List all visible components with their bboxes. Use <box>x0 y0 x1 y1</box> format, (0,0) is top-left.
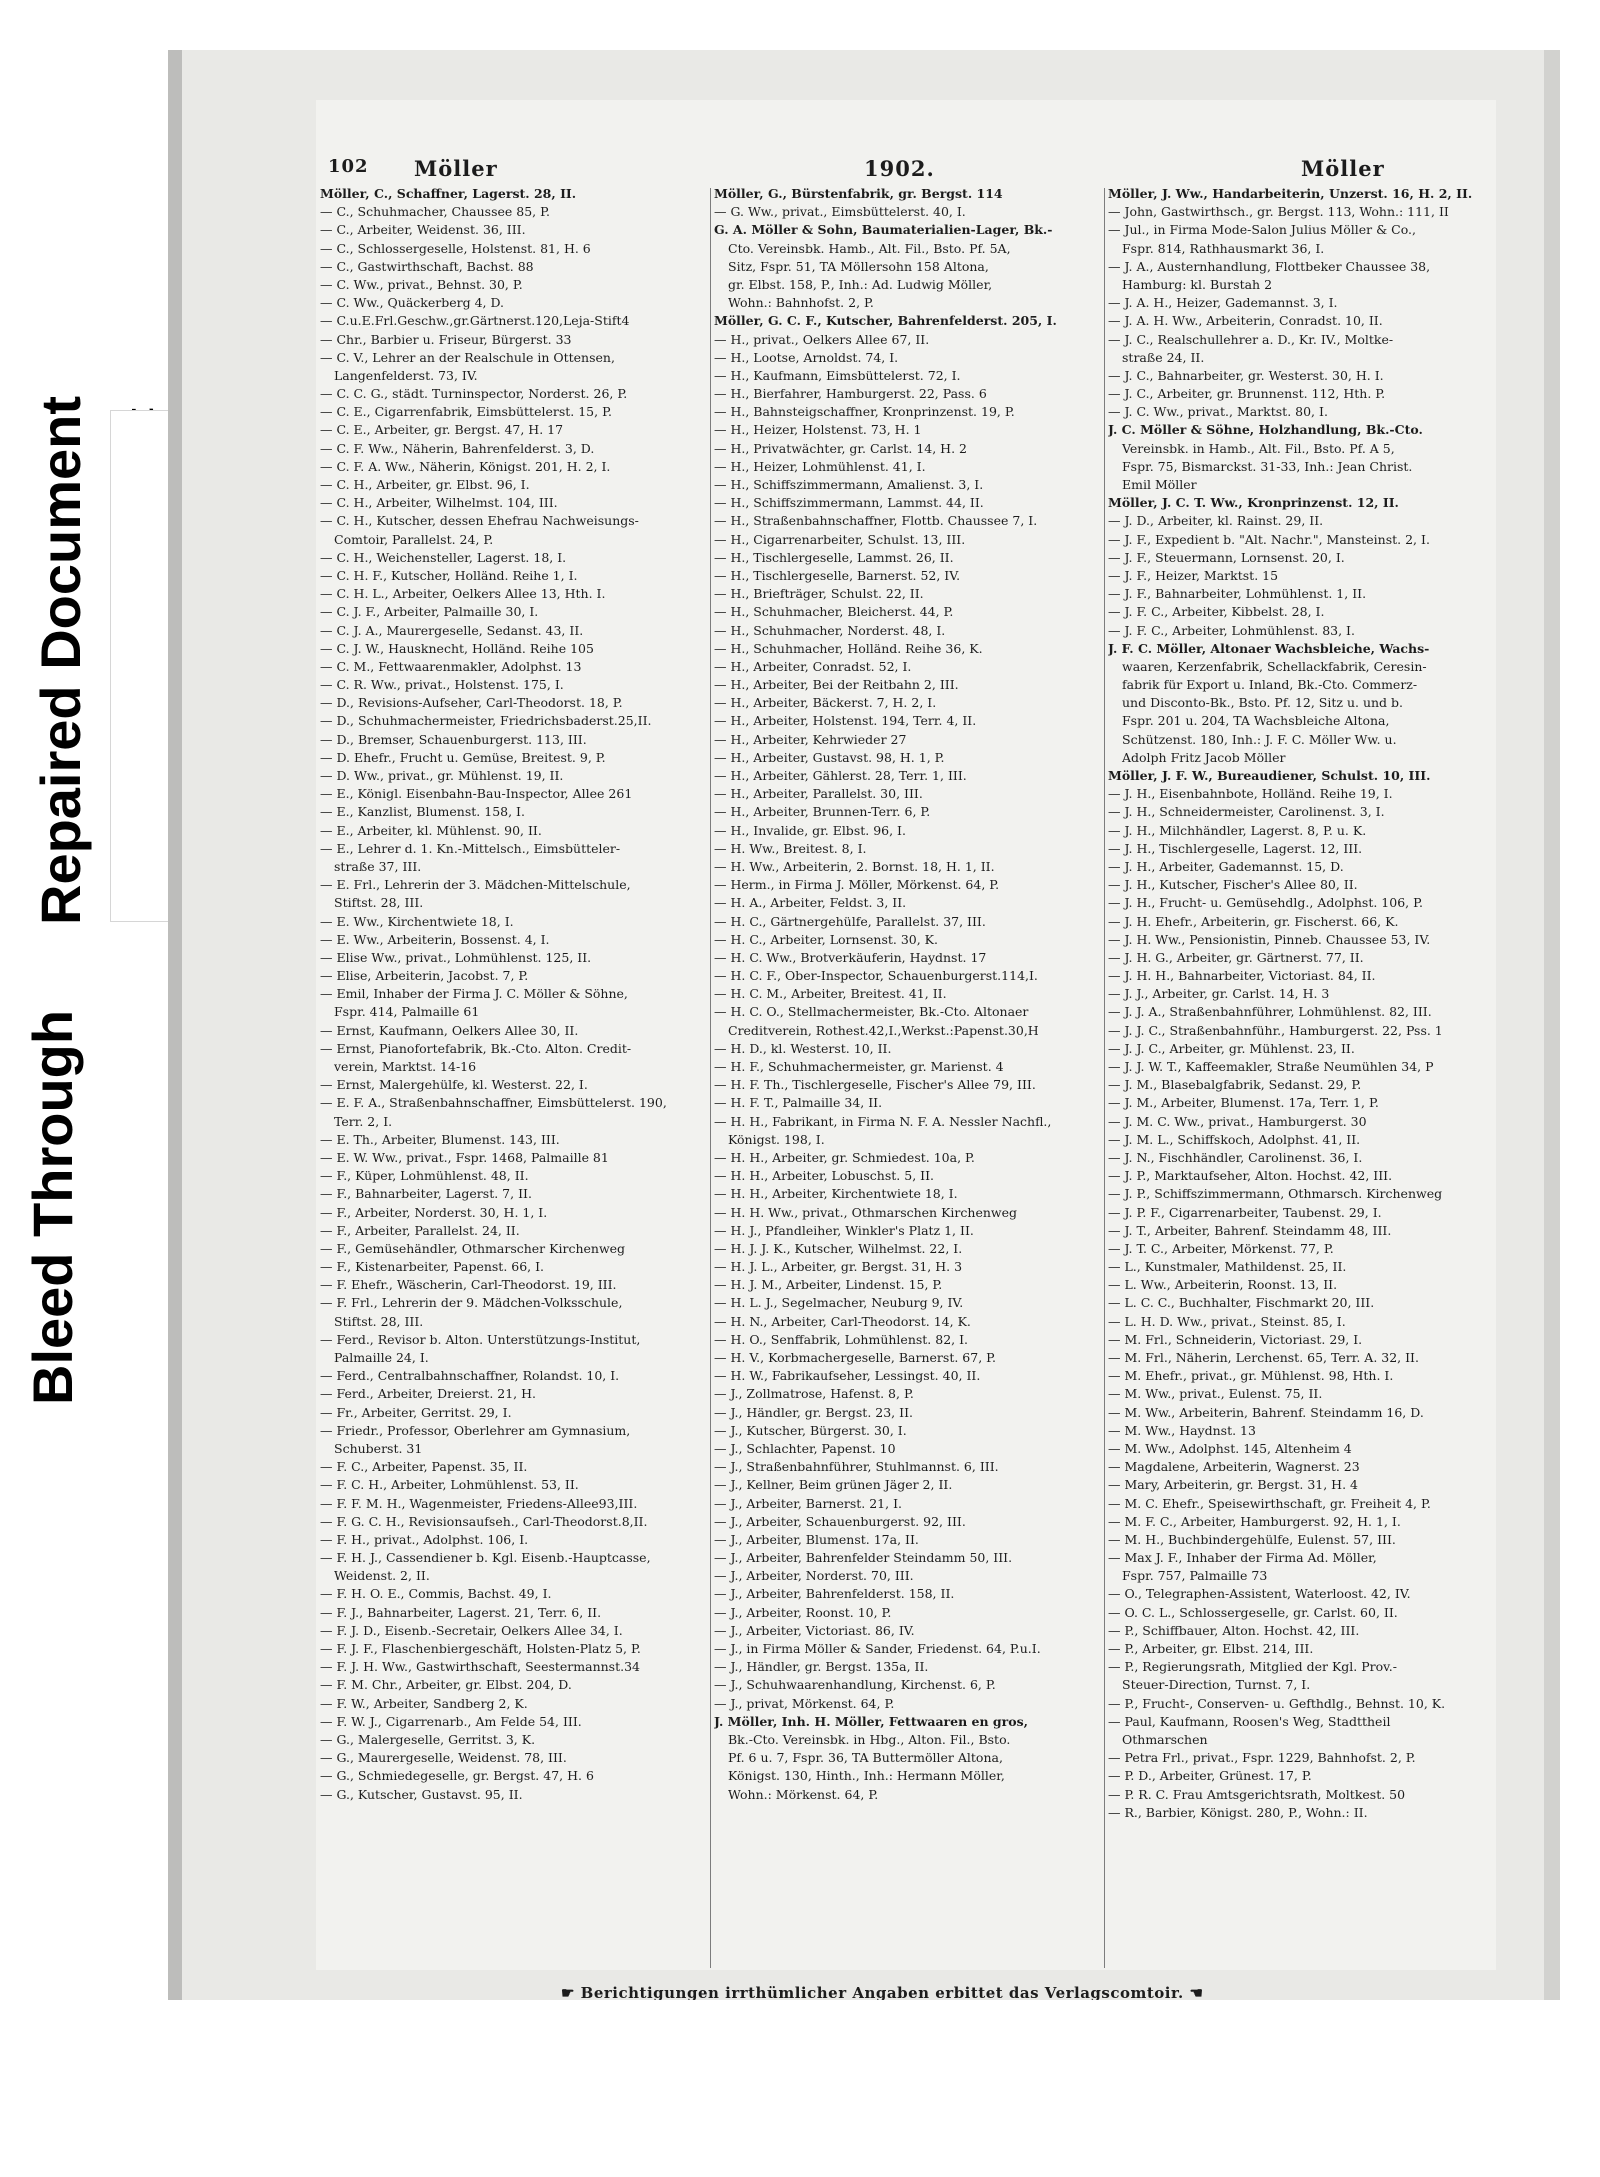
directory-entry: — F. M. Chr., Arbeiter, gr. Elbst. 204, D. <box>320 1677 572 1693</box>
directory-entry: — J. H. G., Arbeiter, gr. Gärtnerst. 77, II. <box>1108 949 1364 965</box>
directory-entry: — H. V., Korbmachergeselle, Barnerst. 67, P. <box>714 1350 996 1365</box>
directory-entry: — J. H., Milchhändler, Lagerst. 8, P. u. K. <box>1108 822 1367 838</box>
directory-entry: — E., Lehrer d. 1. Kn.-Mittelsch., Eimsbütteler- <box>320 840 621 856</box>
directory-entry: — P., Schiffbauer, Alton. Hochst. 42, III. <box>1108 1622 1360 1638</box>
directory-entry: — J. H. Ww., Pensionistin, Pinneb. Chaussee 53, IV. <box>1108 931 1431 947</box>
directory-entry: — C., Gastwirthschaft, Bachst. 88 <box>320 258 534 274</box>
directory-entry: — L. Ww., Arbeiterin, Roonst. 13, II. <box>1108 1277 1338 1293</box>
directory-entry: — F. Ehefr., Wäscherin, Carl-Theodorst. 19, III. <box>320 1277 617 1293</box>
directory-entry: — J., Arbeiter, Schauenburgerst. 92, III. <box>714 1513 966 1529</box>
directory-entry: — Ernst, Kaufmann, Oelkers Allee 30, II. <box>320 1022 579 1038</box>
directory-entry: — G., Kutscher, Gustavst. 95, II. <box>320 1786 523 1802</box>
directory-entry: — J. H. H., Bahnarbeiter, Victoriast. 84, II. <box>1108 968 1376 984</box>
bleed-through-label: Bleed Through <box>21 1009 84 1405</box>
directory-entry: — Ernst, Pianofortefabrik, Bk.-Cto. Alton. Credit- <box>320 1040 632 1056</box>
directory-entry: Wohn.: Mörkenst. 64, P. <box>728 1786 879 1802</box>
directory-entry: — F., Gemüsehändler, Othmarscher Kirchenweg <box>320 1240 626 1256</box>
directory-entry: — O., Telegraphen-Assistent, Waterloost. 42, IV. <box>1108 1586 1411 1602</box>
directory-entry: — H., Straßenbahnschaffner, Flottb. Chaussee 7, I. <box>714 513 1038 529</box>
directory-entry: — H. J. L., Arbeiter, gr. Bergst. 31, H. 3 <box>714 1259 963 1275</box>
directory-entry: — E., Arbeiter, kl. Mühlenst. 90, II. <box>320 822 542 838</box>
directory-entry: — Jul., in Firma Mode-Salon Julius Möller & Co., <box>1108 222 1416 238</box>
directory-entry: — J., Arbeiter, Bahrenfelderst. 158, II. <box>714 1586 955 1602</box>
directory-entry: — M. Ehefr., privat., gr. Mühlenst. 98, Hth. I. <box>1108 1368 1394 1384</box>
directory-entry: — G., Malergeselle, Gerritst. 3, K. <box>320 1731 536 1747</box>
directory-entry: — J. H., Kutscher, Fischer's Allee 80, II. <box>1108 877 1358 893</box>
directory-entry: Weidenst. 2, II. <box>334 1568 430 1584</box>
directory-entry: Schützenst. 180, Inh.: J. F. C. Möller Ww. u. <box>1122 731 1397 747</box>
directory-entry: — J., Kellner, Beim grünen Jäger 2, II. <box>714 1477 953 1493</box>
directory-entry: Pf. 6 u. 7, Fspr. 36, TA Buttermöller Altona, <box>728 1750 1003 1766</box>
header-year: 1902. <box>864 156 935 181</box>
directory-entry: — J. F. C., Arbeiter, Lohmühlenst. 83, I. <box>1108 622 1355 638</box>
directory-entry: — C. Ww., privat., Behnst. 30, P. <box>320 276 523 292</box>
directory-entry: — H., Bahnsteigschaffner, Kronprinzenst. 19, P. <box>714 404 1015 420</box>
directory-entry: — H., Heizer, Lohmühlenst. 41, I. <box>714 458 926 474</box>
directory-entry: — H. F. T., Palmaille 34, II. <box>714 1095 883 1111</box>
directory-entry: — J. H., Arbeiter, Gademannst. 15, D. <box>1108 858 1344 874</box>
directory-entry: — F., Bahnarbeiter, Lagerst. 7, II. <box>320 1186 532 1202</box>
directory-entry: — Herm., in Firma J. Möller, Mörkenst. 64, P. <box>714 877 1000 893</box>
directory-entry: — H. F., Schuhmachermeister, gr. Marienst. 4 <box>714 1059 1004 1074</box>
directory-entry: — F. C., Arbeiter, Papenst. 35, II. <box>320 1459 528 1475</box>
directory-entry: — C. F. A. Ww., Näherin, Königst. 201, H. 2, I. <box>320 458 611 474</box>
directory-entry: — E. Th., Arbeiter, Blumenst. 143, III. <box>320 1131 560 1147</box>
directory-entry: — M. Frl., Näherin, Lerchenst. 65, Terr. A. 32, II. <box>1108 1350 1419 1365</box>
directory-entry: — H. J., Pfandleiher, Winkler's Platz 1, II. <box>714 1222 974 1238</box>
directory-entry: — M. C. Ehefr., Speisewirthschaft, gr. Freiheit 4, P. <box>1108 1495 1431 1511</box>
directory-entry: — H., Schiffszimmermann, Lammst. 44, II. <box>714 495 984 511</box>
directory-entry: — M. Ww., Haydnst. 13 <box>1108 1422 1256 1438</box>
directory-entry: — C. H., Kutscher, dessen Ehefrau Nachweisungs- <box>320 513 639 529</box>
directory-entry: und Disconto-Bk., Bsto. Pf. 12, Sitz u. und b. <box>1122 695 1403 711</box>
directory-entry: — J., Schuhwaarenhandlung, Kirchenst. 6, P. <box>714 1677 996 1693</box>
directory-entry: J. Möller, Inh. H. Möller, Fettwaaren en gros, <box>714 1713 1028 1729</box>
directory-entry: — J. H. Ehefr., Arbeiterin, gr. Fischerst. 66, K. <box>1108 913 1399 929</box>
directory-entry: Comtoir, Parallelst. 24, P. <box>334 531 494 547</box>
directory-entry: — F. F. M. H., Wagenmeister, Friedens-Allee93,III. <box>320 1495 638 1511</box>
directory-entry: — J., Händler, gr. Bergst. 135a, II. <box>714 1659 929 1675</box>
directory-entry: — H., Arbeiter, Holstenst. 194, Terr. 4, II. <box>714 713 977 729</box>
directory-entry: — H., Arbeiter, Gählerst. 28, Terr. 1, III. <box>714 768 967 783</box>
directory-entry: — E., Kanzlist, Blumenst. 158, I. <box>320 804 525 820</box>
directory-entry: Möller, J. C. T. Ww., Kronprinzenst. 12, II. <box>1108 495 1399 511</box>
directory-entry: — J., Arbeiter, Victoriast. 86, IV. <box>714 1622 915 1638</box>
directory-entry: — J. P., Schiffszimmermann, Othmarsch. Kirchenweg <box>1108 1186 1443 1202</box>
directory-entry: — D., Schuhmachermeister, Friedrichsbaderst.25,II. <box>320 713 652 729</box>
directory-entry: — H., Cigarrenarbeiter, Schulst. 13, III. <box>714 531 966 547</box>
directory-entry: — H., Arbeiter, Gustavst. 98, H. 1, P. <box>714 749 945 765</box>
directory-entry: verein, Marktst. 14-16 <box>334 1059 477 1074</box>
directory-entry: — Friedr., Professor, Oberlehrer am Gymnasium, <box>320 1422 631 1438</box>
directory-entry: — C. H. F., Kutscher, Holländ. Reihe 1, I. <box>320 567 578 583</box>
directory-entry: — P., Regierungsrath, Mitglied der Kgl. Prov.- <box>1108 1659 1397 1675</box>
column-1 <box>320 185 702 1804</box>
directory-entry: Königst. 130, Hinth., Inh.: Hermann Möller, <box>728 1768 1005 1784</box>
directory-entry: — F., Arbeiter, Parallelst. 24, II. <box>320 1222 520 1238</box>
directory-entry: — J. C., Bahnarbeiter, gr. Westerst. 30, H. I. <box>1108 367 1384 383</box>
directory-entry: — J. F. C., Arbeiter, Kibbelst. 28, I. <box>1108 604 1325 620</box>
directory-entry: — J., Händler, gr. Bergst. 23, II. <box>714 1404 913 1420</box>
directory-entry: — F. H. O. E., Commis, Bachst. 49, I. <box>320 1586 552 1602</box>
directory-entry: — H. Ww., Arbeiterin, 2. Bornst. 18, H. 1, II. <box>714 858 995 874</box>
directory-entry: — Ferd., Arbeiter, Dreierst. 21, H. <box>320 1386 537 1402</box>
directory-entry: — H., Bierfahrer, Hamburgerst. 22, Pass. 6 <box>714 386 987 402</box>
directory-entry: — John, Gastwirthsch., gr. Bergst. 113, Wohn.: 111, II <box>1108 204 1449 220</box>
directory-entry: — J. A. H. Ww., Arbeiterin, Conradst. 10, II. <box>1108 313 1383 329</box>
directory-entry: — E. Ww., Arbeiterin, Bossenst. 4, I. <box>320 931 550 947</box>
column-divider <box>1104 188 1105 1968</box>
directory-entry: — P. R. C. Frau Amtsgerichtsrath, Moltkest. 50 <box>1108 1786 1406 1802</box>
directory-entry: — C.u.E.Frl.Geschw.,gr.Gärtnerst.120,Leja-Stift4 <box>320 313 630 329</box>
directory-entry: — J., Arbeiter, Barnerst. 21, I. <box>714 1495 902 1511</box>
directory-entry: — L., Kunstmaler, Mathildenst. 25, II. <box>1108 1259 1347 1275</box>
directory-entry: — Petra Frl., privat., Fspr. 1229, Bahnhofst. 2, P. <box>1108 1750 1416 1766</box>
directory-entry: — C. M., Fettwaarenmakler, Adolphst. 13 <box>320 658 582 674</box>
directory-entry: — J. H., Schneidermeister, Carolinenst. 3, I. <box>1108 804 1385 820</box>
directory-entry: — J. C., Arbeiter, gr. Brunnenst. 112, Hth. P. <box>1108 386 1386 402</box>
directory-entry: — H., Schiffszimmermann, Amalienst. 3, I. <box>714 477 984 492</box>
directory-entry: — Ferd., Revisor b. Alton. Unterstützungs-Institut, <box>320 1331 641 1347</box>
directory-entry: — J. C. Ww., privat., Marktst. 80, I. <box>1108 404 1328 420</box>
directory-entry: Bk.-Cto. Vereinsbk. in Hbg., Alton. Fil., Bsto. <box>728 1731 1011 1747</box>
directory-entry: — Ferd., Centralbahnschaffner, Rolandst. 10, I. <box>320 1368 620 1384</box>
directory-entry: — Elise Ww., privat., Lohmühlenst. 125, II. <box>320 949 592 965</box>
directory-entry: — H., Schuhmacher, Norderst. 48, I. <box>714 622 946 638</box>
scanned-page <box>168 50 1560 2000</box>
directory-entry: — J. M., Arbeiter, Blumenst. 17a, Terr. 1, P. <box>1108 1095 1379 1111</box>
directory-entry: — J. T., Arbeiter, Bahrenf. Steindamm 48, III. <box>1108 1222 1392 1238</box>
directory-entry: — H. Ww., Breitest. 8, I. <box>714 840 867 856</box>
directory-entry: — H., Invalide, gr. Elbst. 96, I. <box>714 822 906 838</box>
directory-entry: — J. F., Expedient b. "Alt. Nachr.", Mansteinst. 2, I. <box>1108 531 1430 547</box>
directory-entry: — F. W., Arbeiter, Sandberg 2, K. <box>320 1695 528 1711</box>
directory-entry: — J., Kutscher, Bürgerst. 30, I. <box>714 1422 907 1438</box>
directory-entry: — F. H., privat., Adolphst. 106, I. <box>320 1531 529 1547</box>
directory-entry: — C. V., Lehrer an der Realschule in Ottensen, <box>320 349 615 365</box>
directory-entry: gr. Elbst. 158, P., Inh.: Ad. Ludwig Möller, <box>728 276 993 292</box>
directory-entry: — C. R. Ww., privat., Holstenst. 175, I. <box>320 677 564 693</box>
directory-entry: — C. H., Weichensteller, Lagerst. 18, I. <box>320 549 567 565</box>
directory-entry: — Chr., Barbier u. Friseur, Bürgerst. 33 <box>320 331 572 347</box>
directory-entry: — H. D., kl. Westerst. 10, II. <box>714 1040 892 1056</box>
directory-entry: Cto. Vereinsbk. Hamb., Alt. Fil., Bsto. Pf. 5A, <box>728 240 1011 256</box>
directory-entry: — P., Frucht-, Conserven- u. Gefthdlg., Behnst. 10, K. <box>1108 1695 1446 1711</box>
directory-entry: — F., Arbeiter, Norderst. 30, H. 1, I. <box>320 1204 548 1220</box>
directory-entry: — Paul, Kaufmann, Roosen's Weg, Stadttheil <box>1108 1713 1391 1729</box>
directory-entry: Wohn.: Bahnhofst. 2, P. <box>728 295 874 311</box>
directory-entry: — H., Arbeiter, Parallelst. 30, III. <box>714 786 923 802</box>
directory-entry: — H. A., Arbeiter, Feldst. 3, II. <box>714 895 907 911</box>
directory-entry: — J., privat, Mörkenst. 64, P. <box>714 1695 895 1711</box>
directory-entry: — G. Ww., privat., Eimsbüttelerst. 40, I. <box>714 204 966 220</box>
directory-entry: — Elise, Arbeiterin, Jacobst. 7, P. <box>320 968 529 984</box>
directory-entry: — J. M. C. Ww., privat., Hamburgerst. 30 <box>1108 1113 1367 1129</box>
directory-entry: Sitz, Fspr. 51, TA Möllersohn 158 Altona, <box>728 258 989 274</box>
directory-entry: Königst. 198, I. <box>728 1131 825 1147</box>
directory-entry: — H., Tischlergeselle, Lammst. 26, II. <box>714 549 954 565</box>
directory-entry: — R., Barbier, Königst. 280, P., Wohn.: II. <box>1108 1804 1368 1820</box>
directory-entry: — H. H., Arbeiter, Lobuschst. 5, II. <box>714 1168 934 1184</box>
directory-entry: — F. H. J., Cassendiener b. Kgl. Eisenb.-Hauptcasse, <box>320 1550 651 1566</box>
directory-entry: — H. J. J. K., Kutscher, Wilhelmst. 22, I. <box>714 1240 963 1256</box>
directory-entry: — C. F. Ww., Näherin, Bahrenfelderst. 3, D. <box>320 440 595 456</box>
directory-entry: — E. Ww., Kirchentwiete 18, I. <box>320 913 514 929</box>
directory-entry: — F. J., Bahnarbeiter, Lagerst. 21, Terr. 6, II. <box>320 1604 602 1620</box>
directory-entry: Vereinsbk. in Hamb., Alt. Fil., Bsto. Pf. A 5, <box>1122 440 1395 456</box>
directory-entry: Adolph Fritz Jacob Möller <box>1122 749 1286 765</box>
directory-entry: — H. O., Senffabrik, Lohmühlenst. 82, I. <box>714 1331 969 1347</box>
directory-entry: straße 24, II. <box>1122 349 1205 365</box>
directory-entry: Fspr. 814, Rathhausmarkt 36, I. <box>1122 240 1325 256</box>
directory-entry: — H. N., Arbeiter, Carl-Theodorst. 14, K. <box>714 1313 971 1329</box>
directory-entry: — Mary, Arbeiterin, gr. Bergst. 31, H. 4 <box>1108 1477 1358 1493</box>
directory-entry: — J. J. A., Straßenbahnführer, Lohmühlenst. 82, III. <box>1108 1004 1432 1020</box>
directory-entry: Schuberst. 31 <box>334 1440 423 1456</box>
directory-entry: Steuer-Direction, Turnst. 7, I. <box>1122 1677 1311 1693</box>
directory-entry: — C., Schuhmacher, Chaussee 85, P. <box>320 204 550 220</box>
directory-entry: Palmaille 24, I. <box>334 1350 429 1365</box>
directory-entry: Fspr. 75, Bismarckst. 31-33, Inh.: Jean Christ. <box>1122 458 1413 474</box>
directory-entry: — H. F. Th., Tischlergeselle, Fischer's Allee 79, III. <box>714 1077 1036 1093</box>
directory-entry: Möller, J. F. W., Bureaudiener, Schulst. 10, III. <box>1108 768 1431 783</box>
directory-entry: — H. C. M., Arbeiter, Breitest. 41, II. <box>714 986 947 1002</box>
directory-entry: — C. E., Cigarrenfabrik, Eimsbüttelerst. 15, P. <box>320 404 612 420</box>
directory-entry: Creditverein, Rothest.42,I.,Werkst.:Papenst.30,H <box>728 1022 1039 1038</box>
directory-entry: — Max J. F., Inhaber der Firma Ad. Möller, <box>1108 1550 1377 1566</box>
directory-entry: — J. A., Austernhandlung, Flottbeker Chaussee 38, <box>1108 258 1431 274</box>
directory-entry: — J., Arbeiter, Blumenst. 17a, II. <box>714 1531 919 1547</box>
directory-entry: — C. E., Arbeiter, gr. Bergst. 47, H. 17 <box>320 422 564 438</box>
directory-entry: — Magdalene, Arbeiterin, Wagnerst. 23 <box>1108 1459 1360 1475</box>
directory-entry: — J. F., Bahnarbeiter, Lohmühlenst. 1, II. <box>1108 586 1367 602</box>
directory-entry: Möller, J. Ww., Handarbeiterin, Unzerst. 16, H. 2, II. <box>1108 186 1473 201</box>
directory-entry: — J. M., Blasebalgfabrik, Sedanst. 29, P. <box>1108 1077 1362 1093</box>
directory-entry: — E. Frl., Lehrerin der 3. Mädchen-Mittelschule, <box>320 877 631 893</box>
directory-entry: — M. H., Buchbindergehülfe, Eulenst. 57, III. <box>1108 1531 1396 1547</box>
directory-entry: — H., Schuhmacher, Holländ. Reihe 36, K. <box>714 640 983 656</box>
directory-entry: — H. C. O., Stellmachermeister, Bk.-Cto. Altonaer <box>714 1004 1029 1020</box>
directory-entry: — J., Zollmatrose, Hafenst. 8, P. <box>714 1386 914 1402</box>
directory-entry: Möller, G. C. F., Kutscher, Bahrenfelderst. 205, I. <box>714 313 1057 329</box>
directory-entry: — F. J. F., Flaschenbiergeschäft, Holsten-Platz 5, P. <box>320 1641 641 1656</box>
directory-entry: — H., Tischlergeselle, Barnerst. 52, IV. <box>714 567 961 583</box>
directory-entry: — C. J. W., Hausknecht, Holländ. Reihe 105 <box>320 640 594 656</box>
directory-entry: Möller, C., Schaffner, Lagerst. 28, II. <box>320 186 577 201</box>
directory-entry: — F. J. H. Ww., Gastwirthschaft, Seestermannst.34 <box>320 1659 640 1675</box>
directory-entry: — J. H., Frucht- u. Gemüsehdlg., Adolphst. 106, P. <box>1108 895 1423 911</box>
directory-entry: — J. J. C., Arbeiter, gr. Mühlenst. 23, II. <box>1108 1040 1355 1056</box>
directory-entry: — D. Ehefr., Frucht u. Gemüse, Breitest. 9, P. <box>320 749 606 765</box>
directory-entry: — O. C. L., Schlossergeselle, gr. Carlst. 60, II. <box>1108 1604 1398 1620</box>
directory-entry: — H., Schuhmacher, Bleicherst. 44, P. <box>714 604 954 620</box>
directory-entry: — H., Arbeiter, Brunnen-Terr. 6, P. <box>714 804 931 820</box>
footer-notice: ☛ Berichtigungen irrthümlicher Angaben erbittet das Verlagscomtoir. ☚ <box>561 1984 1204 2000</box>
directory-entry: — H., privat., Oelkers Allee 67, II. <box>714 331 930 347</box>
directory-entry: — H., Arbeiter, Bäckerst. 7, H. 2, I. <box>714 695 937 711</box>
directory-entry: — J. F., Steuermann, Lornsenst. 20, I. <box>1108 549 1345 565</box>
directory-entry: — J., Straßenbahnführer, Stuhlmannst. 6, III. <box>714 1459 999 1475</box>
directory-entry: — C. H., Arbeiter, gr. Elbst. 96, I. <box>320 477 530 492</box>
directory-entry: Emil Möller <box>1122 477 1197 492</box>
directory-entry: — F. C. H., Arbeiter, Lohmühlenst. 53, II. <box>320 1477 579 1493</box>
directory-entry: — J. A. H., Heizer, Gademannst. 3, I. <box>1108 295 1338 311</box>
directory-entry: — L. C. C., Buchhalter, Fischmarkt 20, III. <box>1108 1295 1375 1311</box>
directory-entry: — P. D., Arbeiter, Grünest. 17, P. <box>1108 1768 1312 1784</box>
directory-entry: Fspr. 757, Palmaille 73 <box>1122 1568 1268 1584</box>
column-3 <box>1108 185 1490 1822</box>
directory-entry: — H., Arbeiter, Conradst. 52, I. <box>714 658 912 674</box>
directory-entry: — J. H., Tischlergeselle, Lagerst. 12, III. <box>1108 840 1363 856</box>
directory-entry: — H., Heizer, Holstenst. 73, H. 1 <box>714 422 922 438</box>
directory-entry: G. A. Möller & Sohn, Baumaterialien-Lager, Bk.- <box>714 222 1053 238</box>
directory-entry: Möller, G., Bürstenfabrik, gr. Bergst. 114 <box>714 186 1003 201</box>
directory-entry: — H. C. F., Ober-Inspector, Schauenburgerst.114,I. <box>714 968 1038 984</box>
directory-entry: — H., Lootse, Arnoldst. 74, I. <box>714 349 899 365</box>
directory-entry: straße 37, III. <box>334 858 422 874</box>
directory-entry: — H., Arbeiter, Bei der Reitbahn 2, III. <box>714 677 959 693</box>
directory-entry: — E., Königl. Eisenbahn-Bau-Inspector, Allee 261 <box>320 786 633 802</box>
directory-entry: — J. H., Eisenbahnbote, Holländ. Reihe 19, I. <box>1108 786 1393 802</box>
directory-entry: Fspr. 201 u. 204, TA Wachsbleiche Altona, <box>1122 713 1390 729</box>
directory-entry: — J. N., Fischhändler, Carolinenst. 36, I. <box>1108 1149 1363 1165</box>
directory-entry: fabrik für Export u. Inland, Bk.-Cto. Commerz- <box>1122 677 1418 693</box>
directory-entry: — Ernst, Malergehülfe, kl. Westerst. 22, I. <box>320 1077 588 1093</box>
directory-entry: Terr. 2, I. <box>334 1113 393 1129</box>
column-2 <box>714 185 1096 1804</box>
directory-entry: Stiftst. 28, III. <box>334 1313 424 1329</box>
directory-entry: — C., Schlossergeselle, Holstenst. 81, H. 6 <box>320 240 591 256</box>
directory-entry: — H. L. J., Segelmacher, Neuburg 9, IV. <box>714 1295 964 1311</box>
directory-entry: — C. J. A., Maurergeselle, Sedanst. 43, II. <box>320 622 584 638</box>
directory-entry: — D., Revisions-Aufseher, Carl-Theodorst. 18, P. <box>320 695 623 711</box>
directory-entry: — J. J. C., Straßenbahnführ., Hamburgerst. 22, Pss. 1 <box>1108 1022 1443 1038</box>
directory-page <box>316 100 1496 2000</box>
repaired-document-label: Repaired Document <box>29 396 92 925</box>
directory-entry: J. C. Möller & Söhne, Holzhandlung, Bk.-Cto. <box>1108 422 1423 438</box>
directory-entry: Hamburg: kl. Burstah 2 <box>1122 276 1273 292</box>
directory-entry: — J. C., Realschullehrer a. D., Kr. IV., Moltke- <box>1108 331 1394 347</box>
directory-entry: — E. W. Ww., privat., Fspr. 1468, Palmaille 81 <box>320 1149 609 1165</box>
directory-entry: — H. H., Fabrikant, in Firma N. F. A. Nessler Nachfl., <box>714 1113 1052 1129</box>
directory-entry: — J. M. L., Schiffskoch, Adolphst. 41, II. <box>1108 1131 1361 1147</box>
directory-entry: Langenfelderst. 73, IV. <box>334 367 478 383</box>
directory-entry: — E. F. A., Straßenbahnschaffner, Eimsbüttelerst. 190, <box>320 1095 667 1111</box>
directory-entry: — M. Frl., Schneiderin, Victoriast. 29, I. <box>1108 1331 1363 1347</box>
directory-entry: — H. J. M., Arbeiter, Lindenst. 15, P. <box>714 1277 943 1293</box>
header-left: Möller <box>414 156 498 181</box>
directory-entry: — H. C. Ww., Brotverkäuferin, Haydnst. 17 <box>714 949 987 965</box>
directory-entry: — C. H., Arbeiter, Wilhelmst. 104, III. <box>320 495 558 511</box>
directory-entry: — D. Ww., privat., gr. Mühlenst. 19, II. <box>320 768 564 783</box>
directory-entry: — F., Küper, Lohmühlenst. 48, II. <box>320 1168 529 1184</box>
directory-entry: — H. H. Ww., privat., Othmarschen Kirchenweg <box>714 1204 1017 1220</box>
directory-entry: J. F. C. Möller, Altonaer Wachsbleiche, Wachs- <box>1108 640 1430 656</box>
directory-entry: Othmarschen <box>1122 1731 1208 1747</box>
directory-entry: Stiftst. 28, III. <box>334 895 424 911</box>
directory-entry: — F. G. C. H., Revisionsaufseh., Carl-Theodorst.8,II. <box>320 1513 648 1529</box>
directory-entry: — C. H. L., Arbeiter, Oelkers Allee 13, Hth. I. <box>320 586 606 602</box>
directory-entry: — J. J., Arbeiter, gr. Carlst. 14, H. 3 <box>1108 986 1330 1002</box>
directory-entry: — J. T. C., Arbeiter, Mörkenst. 77, P. <box>1108 1240 1334 1256</box>
directory-entry: — P., Arbeiter, gr. Elbst. 214, III. <box>1108 1641 1314 1656</box>
directory-entry: — H. H., Arbeiter, Kirchentwiete 18, I. <box>714 1186 958 1202</box>
directory-entry: — H. H., Arbeiter, gr. Schmiedest. 10a, P. <box>714 1149 975 1165</box>
directory-entry: Fspr. 414, Palmaille 61 <box>334 1004 480 1020</box>
directory-entry: — F. J. D., Eisenb.-Secretair, Oelkers Allee 34, I. <box>320 1622 623 1638</box>
directory-entry: — J., Arbeiter, Bahrenfelder Steindamm 50, III. <box>714 1550 1013 1566</box>
directory-entry: — J. P. F., Cigarrenarbeiter, Taubenst. 29, I. <box>1108 1204 1382 1220</box>
directory-entry: — G., Maurergeselle, Weidenst. 78, III. <box>320 1750 567 1766</box>
directory-entry: — Emil, Inhaber der Firma J. C. Möller & Söhne, <box>320 986 628 1002</box>
plastic-tab <box>110 410 170 922</box>
directory-entry: — H. W., Fabrikaufseher, Lessingst. 40, II. <box>714 1368 981 1384</box>
directory-entry: — Fr., Arbeiter, Gerritst. 29, I. <box>320 1404 512 1420</box>
directory-entry: — H., Briefträger, Schulst. 22, II. <box>714 586 924 602</box>
directory-entry: — J., in Firma Möller & Sander, Friedenst. 64, P.u.I. <box>714 1641 1041 1656</box>
directory-entry: — M. F. C., Arbeiter, Hamburgerst. 92, H. 1, I. <box>1108 1513 1401 1529</box>
directory-entry: — J., Arbeiter, Norderst. 70, III. <box>714 1568 914 1584</box>
directory-entry: — J., Schlachter, Papenst. 10 <box>714 1440 896 1456</box>
directory-entry: — M. Ww., Arbeiterin, Bahrenf. Steindamm 16, D. <box>1108 1404 1424 1420</box>
directory-entry: — F. W. J., Cigarrenarb., Am Felde 54, III. <box>320 1713 582 1729</box>
directory-entry: — M. Ww., privat., Eulenst. 75, II. <box>1108 1386 1323 1402</box>
directory-entry: waaren, Kerzenfabrik, Schellackfabrik, Ceresin- <box>1122 658 1427 674</box>
directory-entry: — D., Bremser, Schauenburgerst. 113, III. <box>320 731 587 747</box>
directory-entry: — H., Privatwächter, gr. Carlst. 14, H. 2 <box>714 440 967 456</box>
directory-entry: — H. C., Gärtnergehülfe, Parallelst. 37, III. <box>714 913 986 929</box>
directory-entry: — F. Frl., Lehrerin der 9. Mädchen-Volksschule, <box>320 1295 623 1311</box>
directory-entry: — H. C., Arbeiter, Lornsenst. 30, K. <box>714 931 938 947</box>
directory-entry: — J. P., Marktaufseher, Alton. Hochst. 42, III. <box>1108 1168 1393 1184</box>
page-number: 102 <box>328 156 369 177</box>
directory-entry: — M. Ww., Adolphst. 145, Altenheim 4 <box>1108 1440 1352 1456</box>
directory-entry: — G., Schmiedegeselle, gr. Bergst. 47, H. 6 <box>320 1768 594 1784</box>
directory-entry: — C. Ww., Quäckerberg 4, D. <box>320 295 505 311</box>
directory-entry: — H., Kaufmann, Eimsbüttelerst. 72, I. <box>714 367 961 383</box>
directory-entry: — J. F., Heizer, Marktst. 15 <box>1108 567 1279 583</box>
directory-entry: — J. D., Arbeiter, kl. Rainst. 29, II. <box>1108 513 1324 529</box>
directory-entry: — C. C. G., städt. Turninspector, Norderst. 26, P. <box>320 386 628 402</box>
directory-entry: — C., Arbeiter, Weidenst. 36, III. <box>320 222 526 238</box>
directory-entry: — F., Kistenarbeiter, Papenst. 66, I. <box>320 1259 545 1275</box>
header-right: Möller <box>1301 156 1385 181</box>
directory-entry: — C. J. F., Arbeiter, Palmaille 30, I. <box>320 604 539 620</box>
directory-entry: — H., Arbeiter, Kehrwieder 27 <box>714 731 907 747</box>
directory-entry: — J. J. W. T., Kaffeemakler, Straße Neumühlen 34, P <box>1108 1059 1434 1074</box>
directory-entry: — L. H. D. Ww., privat., Steinst. 85, I. <box>1108 1313 1346 1329</box>
directory-entry: — J., Arbeiter, Roonst. 10, P. <box>714 1604 892 1620</box>
column-divider <box>710 188 711 1968</box>
